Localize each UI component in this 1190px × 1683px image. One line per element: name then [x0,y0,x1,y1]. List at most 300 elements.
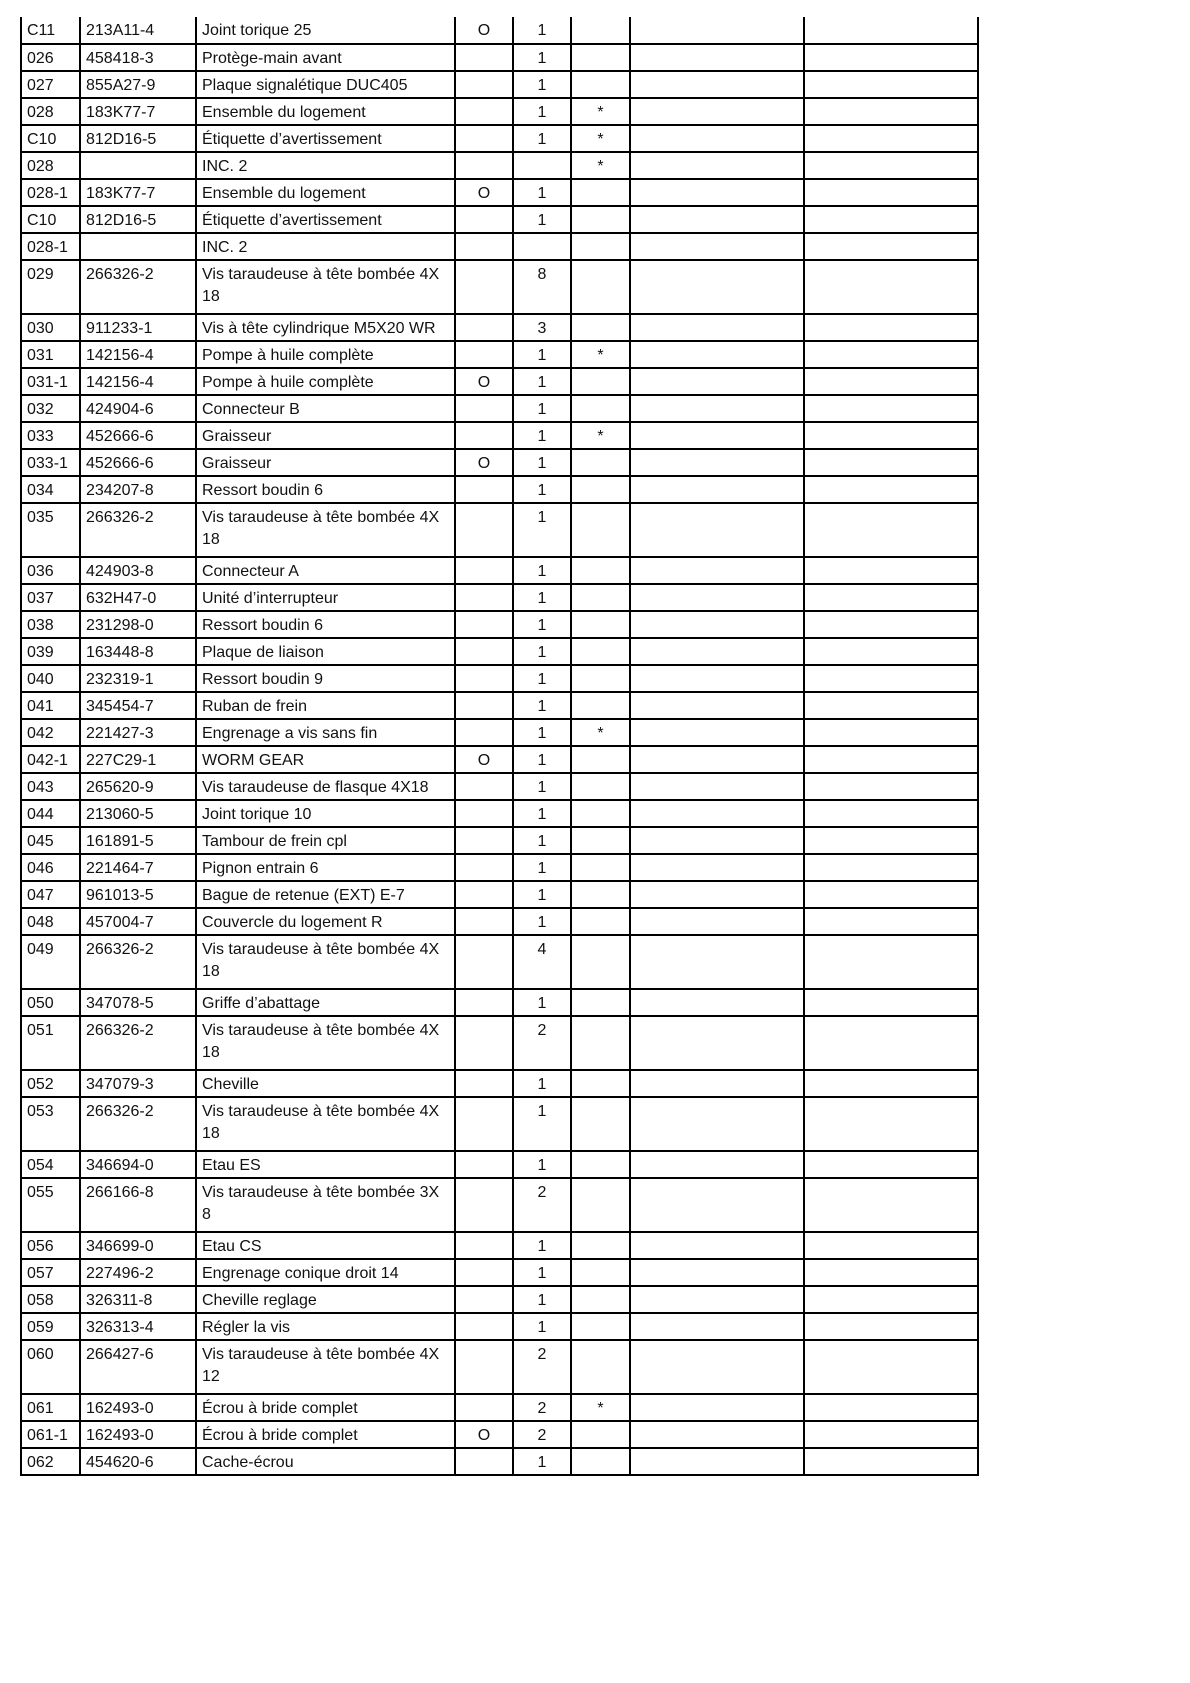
table-row [21,17,978,44]
item-number-cell: 043 [21,773,80,800]
quantity-cell: 4 [513,935,571,989]
item-number-cell: 028 [21,152,80,179]
item-number-cell: 030 [21,314,80,341]
table-row [21,989,978,1016]
description-cell: Étiquette d’avertissement [196,206,455,233]
note-cell [630,422,804,449]
marker-cell [571,1070,630,1097]
table-row [21,152,978,179]
quantity-cell: 2 [513,1016,571,1070]
note-cell [630,341,804,368]
quantity-cell: 2 [513,1421,571,1448]
quantity-cell: 1 [513,989,571,1016]
table-row [21,908,978,935]
table-row [21,71,978,98]
description-cell: Engrenage conique droit 14 [196,1259,455,1286]
table-row [21,1151,978,1178]
marker-cell [571,692,630,719]
note-cell [630,1232,804,1259]
option-cell: O [455,17,513,44]
marker-cell [571,1448,630,1475]
description-cell: Connecteur A [196,557,455,584]
description-cell: Plaque signalétique DUC405 [196,71,455,98]
quantity-cell: 8 [513,260,571,314]
table-row [21,692,978,719]
description-cell: Ressort boudin 6 [196,611,455,638]
marker-cell [571,260,630,314]
table-row [21,1421,978,1448]
remarks-cell [804,827,978,854]
note-cell [630,395,804,422]
item-number-cell: 054 [21,1151,80,1178]
description-cell: Vis taraudeuse à tête bombée 4X 18 [196,1097,455,1151]
note-cell [630,1286,804,1313]
quantity-cell: 1 [513,341,571,368]
part-number-cell: 234207-8 [80,476,196,503]
item-number-cell: 034 [21,476,80,503]
quantity-cell: 2 [513,1394,571,1421]
description-cell: Régler la vis [196,1313,455,1340]
option-cell [455,665,513,692]
item-number-cell: 026 [21,44,80,71]
note-cell [630,368,804,395]
remarks-cell [804,1151,978,1178]
remarks-cell [804,908,978,935]
part-number-cell: 161891-5 [80,827,196,854]
item-number-cell: 031 [21,341,80,368]
item-number-cell: 028-1 [21,179,80,206]
table-row [21,557,978,584]
marker-cell [571,449,630,476]
remarks-cell [804,665,978,692]
item-number-cell: 042-1 [21,746,80,773]
note-cell [630,557,804,584]
note-cell [630,908,804,935]
remarks-cell [804,881,978,908]
marker-cell [571,746,630,773]
remarks-cell [804,17,978,44]
note-cell [630,233,804,260]
option-cell: O [455,179,513,206]
part-number-cell [80,152,196,179]
note-cell [630,71,804,98]
description-cell: Bague de retenue (EXT) E-7 [196,881,455,908]
table-row [21,827,978,854]
part-number-cell: 213060-5 [80,800,196,827]
option-cell [455,395,513,422]
marker-cell [571,1340,630,1394]
table-row [21,935,978,989]
marker-cell [571,1178,630,1232]
quantity-cell: 1 [513,638,571,665]
note-cell [630,17,804,44]
option-cell [455,1259,513,1286]
part-number-cell: 266166-8 [80,1178,196,1232]
item-number-cell: 041 [21,692,80,719]
description-cell: Étiquette d’avertissement [196,125,455,152]
note-cell [630,1313,804,1340]
table-row [21,98,978,125]
quantity-cell: 1 [513,206,571,233]
table-row [21,1259,978,1286]
note-cell [630,179,804,206]
description-cell: Écrou à bride complet [196,1421,455,1448]
part-number-cell: 346699-0 [80,1232,196,1259]
quantity-cell: 1 [513,800,571,827]
note-cell [630,584,804,611]
description-cell: Vis taraudeuse à tête bombée 4X 18 [196,503,455,557]
part-number-cell: 162493-0 [80,1421,196,1448]
option-cell [455,1448,513,1475]
remarks-cell [804,152,978,179]
note-cell [630,152,804,179]
note-cell [630,1178,804,1232]
description-cell: INC. 2 [196,233,455,260]
remarks-cell [804,1259,978,1286]
description-cell: Vis taraudeuse à tête bombée 4X 18 [196,1016,455,1070]
marker-cell [571,1421,630,1448]
marker-cell [571,800,630,827]
quantity-cell: 1 [513,179,571,206]
option-cell [455,827,513,854]
option-cell [455,638,513,665]
part-number-cell: 347079-3 [80,1070,196,1097]
description-cell: Ressort boudin 6 [196,476,455,503]
table-row [21,1016,978,1070]
option-cell [455,314,513,341]
option-cell [455,881,513,908]
option-cell [455,1340,513,1394]
remarks-cell [804,260,978,314]
option-cell [455,1070,513,1097]
description-cell: Pignon entrain 6 [196,854,455,881]
note-cell [630,449,804,476]
part-number-cell: 162493-0 [80,1394,196,1421]
marker-cell [571,1259,630,1286]
table-row [21,206,978,233]
remarks-cell [804,584,978,611]
note-cell [630,260,804,314]
item-number-cell: 047 [21,881,80,908]
note-cell [630,1340,804,1394]
marker-cell [571,638,630,665]
marker-cell [571,881,630,908]
table-row [21,1070,978,1097]
part-number-cell: 142156-4 [80,368,196,395]
marker-cell: * [571,422,630,449]
item-number-cell: 048 [21,908,80,935]
quantity-cell: 1 [513,17,571,44]
marker-cell: * [571,719,630,746]
description-cell: Cheville [196,1070,455,1097]
marker-cell [571,476,630,503]
option-cell [455,557,513,584]
option-cell [455,233,513,260]
item-number-cell: 039 [21,638,80,665]
note-cell [630,881,804,908]
item-number-cell: C10 [21,206,80,233]
item-number-cell: 044 [21,800,80,827]
option-cell [455,1151,513,1178]
table-row [21,719,978,746]
option-cell [455,260,513,314]
quantity-cell: 1 [513,1097,571,1151]
option-cell [455,152,513,179]
remarks-cell [804,233,978,260]
table-row [21,368,978,395]
option-cell [455,1232,513,1259]
quantity-cell: 1 [513,1232,571,1259]
description-cell: Etau ES [196,1151,455,1178]
part-number-cell: 961013-5 [80,881,196,908]
table-row [21,1232,978,1259]
table-row [21,611,978,638]
table-row [21,125,978,152]
item-number-cell: 036 [21,557,80,584]
item-number-cell: 053 [21,1097,80,1151]
part-number-cell: 163448-8 [80,638,196,665]
marker-cell [571,395,630,422]
description-cell: Etau CS [196,1232,455,1259]
quantity-cell: 1 [513,476,571,503]
quantity-cell [513,152,571,179]
option-cell [455,611,513,638]
option-cell [455,908,513,935]
part-number-cell: 346694-0 [80,1151,196,1178]
item-number-cell: 037 [21,584,80,611]
option-cell [455,503,513,557]
description-cell: Ruban de frein [196,692,455,719]
marker-cell [571,233,630,260]
part-number-cell: 454620-6 [80,1448,196,1475]
table-row [21,1448,978,1475]
remarks-cell [804,773,978,800]
note-cell [630,611,804,638]
marker-cell: * [571,152,630,179]
table-row [21,314,978,341]
quantity-cell: 1 [513,1286,571,1313]
remarks-cell [804,557,978,584]
item-number-cell: 028-1 [21,233,80,260]
part-number-cell: 231298-0 [80,611,196,638]
marker-cell: * [571,98,630,125]
marker-cell [571,314,630,341]
item-number-cell: 033-1 [21,449,80,476]
table-row [21,800,978,827]
item-number-cell: 042 [21,719,80,746]
item-number-cell: 059 [21,1313,80,1340]
quantity-cell: 1 [513,557,571,584]
remarks-cell [804,422,978,449]
item-number-cell: 027 [21,71,80,98]
marker-cell [571,935,630,989]
part-number-cell: 266326-2 [80,935,196,989]
remarks-cell [804,1097,978,1151]
item-number-cell: 040 [21,665,80,692]
marker-cell: * [571,1394,630,1421]
marker-cell [571,989,630,1016]
marker-cell [571,557,630,584]
part-number-cell: 232319-1 [80,665,196,692]
remarks-cell [804,98,978,125]
quantity-cell: 1 [513,827,571,854]
option-cell: O [455,449,513,476]
note-cell [630,1448,804,1475]
option-cell [455,989,513,1016]
item-number-cell: 028 [21,98,80,125]
description-cell: Engrenage a vis sans fin [196,719,455,746]
marker-cell [571,1097,630,1151]
remarks-cell [804,125,978,152]
quantity-cell: 1 [513,611,571,638]
item-number-cell: 031-1 [21,368,80,395]
marker-cell [571,503,630,557]
part-number-cell: 326313-4 [80,1313,196,1340]
description-cell: Plaque de liaison [196,638,455,665]
marker-cell [571,1232,630,1259]
option-cell [455,854,513,881]
option-cell [455,584,513,611]
note-cell [630,854,804,881]
description-cell: INC. 2 [196,152,455,179]
note-cell [630,719,804,746]
remarks-cell [804,1313,978,1340]
table-row [21,233,978,260]
note-cell [630,1259,804,1286]
marker-cell [571,611,630,638]
remarks-cell [804,341,978,368]
option-cell [455,1394,513,1421]
note-cell [630,989,804,1016]
table-row [21,1313,978,1340]
note-cell [630,827,804,854]
description-cell: Pompe à huile complète [196,341,455,368]
part-number-cell: 424904-6 [80,395,196,422]
marker-cell [571,206,630,233]
marker-cell [571,1016,630,1070]
description-cell: Vis taraudeuse à tête bombée 4X 18 [196,260,455,314]
table-row [21,395,978,422]
option-cell [455,1097,513,1151]
remarks-cell [804,449,978,476]
item-number-cell: 033 [21,422,80,449]
description-cell: Graisseur [196,422,455,449]
quantity-cell: 1 [513,854,571,881]
part-number-cell: 183K77-7 [80,98,196,125]
marker-cell [571,71,630,98]
option-cell [455,773,513,800]
description-cell: Griffe d’abattage [196,989,455,1016]
part-number-cell: 266326-2 [80,1097,196,1151]
quantity-cell: 1 [513,368,571,395]
marker-cell [571,368,630,395]
marker-cell [571,827,630,854]
part-number-cell: 221464-7 [80,854,196,881]
description-cell: Ensemble du logement [196,179,455,206]
table-row [21,773,978,800]
note-cell [630,125,804,152]
quantity-cell [513,233,571,260]
note-cell [630,1421,804,1448]
description-cell: Joint torique 25 [196,17,455,44]
table-row [21,449,978,476]
item-number-cell: C10 [21,125,80,152]
description-cell: Connecteur B [196,395,455,422]
note-cell [630,44,804,71]
table-row [21,746,978,773]
quantity-cell: 1 [513,746,571,773]
description-cell: Unité d’interrupteur [196,584,455,611]
remarks-cell [804,503,978,557]
option-cell [455,44,513,71]
description-cell: Protège-main avant [196,44,455,71]
part-number-cell: 452666-6 [80,449,196,476]
remarks-cell [804,1421,978,1448]
quantity-cell: 1 [513,44,571,71]
remarks-cell [804,692,978,719]
remarks-cell [804,1232,978,1259]
item-number-cell: 062 [21,1448,80,1475]
quantity-cell: 1 [513,125,571,152]
remarks-cell [804,368,978,395]
marker-cell [571,1313,630,1340]
remarks-cell [804,989,978,1016]
table-row [21,179,978,206]
option-cell [455,422,513,449]
note-cell [630,1016,804,1070]
note-cell [630,800,804,827]
part-number-cell [80,233,196,260]
table-row [21,665,978,692]
part-number-cell: 183K77-7 [80,179,196,206]
part-number-cell: 347078-5 [80,989,196,1016]
note-cell [630,98,804,125]
part-number-cell: 812D16-5 [80,206,196,233]
quantity-cell: 1 [513,665,571,692]
item-number-cell: 051 [21,1016,80,1070]
marker-cell: * [571,125,630,152]
item-number-cell: 056 [21,1232,80,1259]
quantity-cell: 1 [513,395,571,422]
remarks-cell [804,854,978,881]
description-cell: WORM GEAR [196,746,455,773]
quantity-cell: 1 [513,71,571,98]
part-number-cell: 812D16-5 [80,125,196,152]
option-cell [455,476,513,503]
option-cell [455,935,513,989]
part-number-cell: 266326-2 [80,260,196,314]
part-number-cell: 424903-8 [80,557,196,584]
marker-cell [571,665,630,692]
part-number-cell: 457004-7 [80,908,196,935]
part-number-cell: 345454-7 [80,692,196,719]
note-cell [630,476,804,503]
part-number-cell: 227C29-1 [80,746,196,773]
description-cell: Joint torique 10 [196,800,455,827]
remarks-cell [804,314,978,341]
quantity-cell: 3 [513,314,571,341]
quantity-cell: 1 [513,1313,571,1340]
table-row [21,341,978,368]
description-cell: Ensemble du logement [196,98,455,125]
description-cell: Vis taraudeuse de flasque 4X18 [196,773,455,800]
part-number-cell: 227496-2 [80,1259,196,1286]
note-cell [630,638,804,665]
note-cell [630,773,804,800]
quantity-cell: 1 [513,1070,571,1097]
part-number-cell: 266326-2 [80,1016,196,1070]
option-cell [455,206,513,233]
